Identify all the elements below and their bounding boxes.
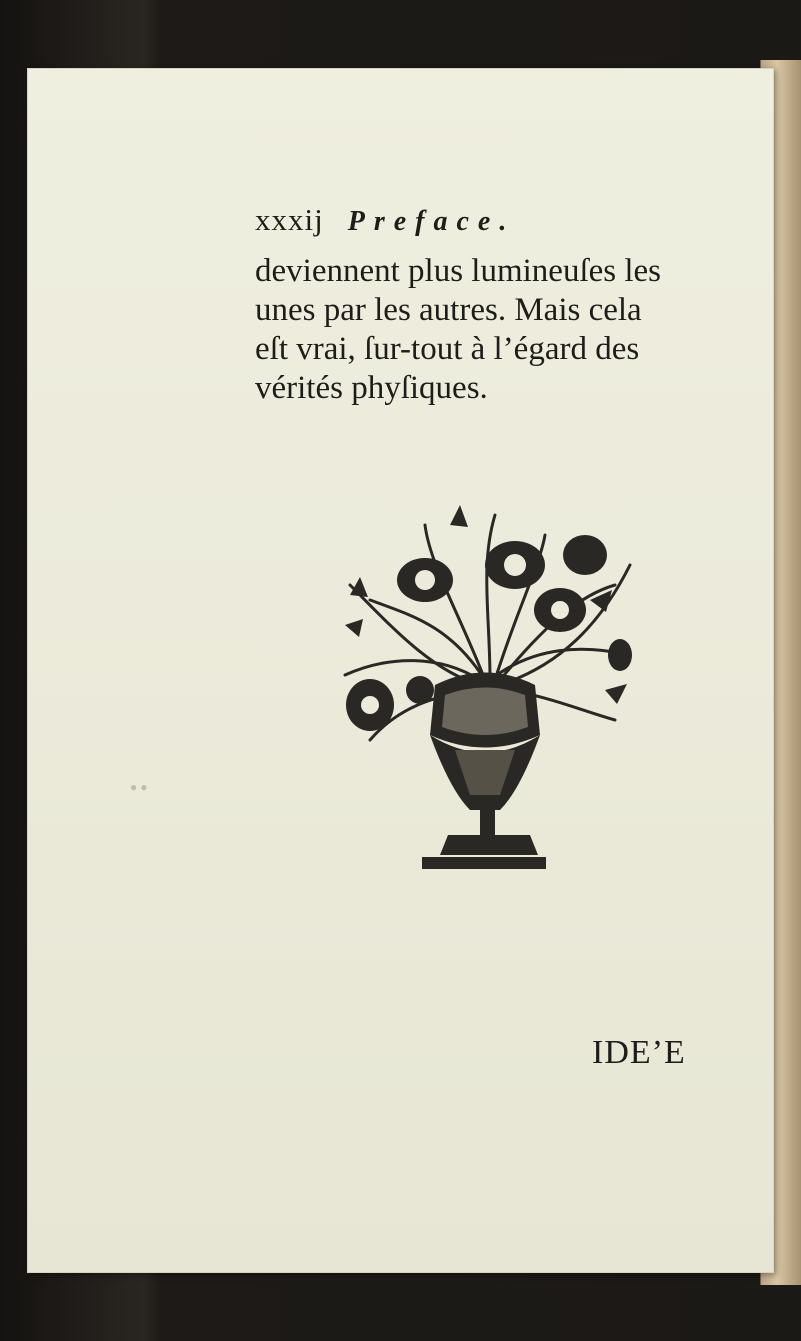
body-text	[255, 252, 701, 408]
catchword: IDE’E	[592, 1034, 686, 1071]
text-line: eſt vrai, ſur-tout à l’égard des	[255, 331, 640, 367]
page-number: xxxij	[255, 202, 324, 237]
paper-specks: ● ●	[130, 780, 148, 794]
text-line: vérités phyſiques.	[255, 370, 488, 406]
page-header	[255, 202, 705, 248]
text-line: unes par les autres. Mais cela	[255, 292, 642, 328]
text-line: deviennent plus lumineuſes les	[255, 253, 662, 289]
flower-vase-ornament-icon	[330, 505, 640, 880]
running-title: Preface.	[347, 206, 516, 237]
